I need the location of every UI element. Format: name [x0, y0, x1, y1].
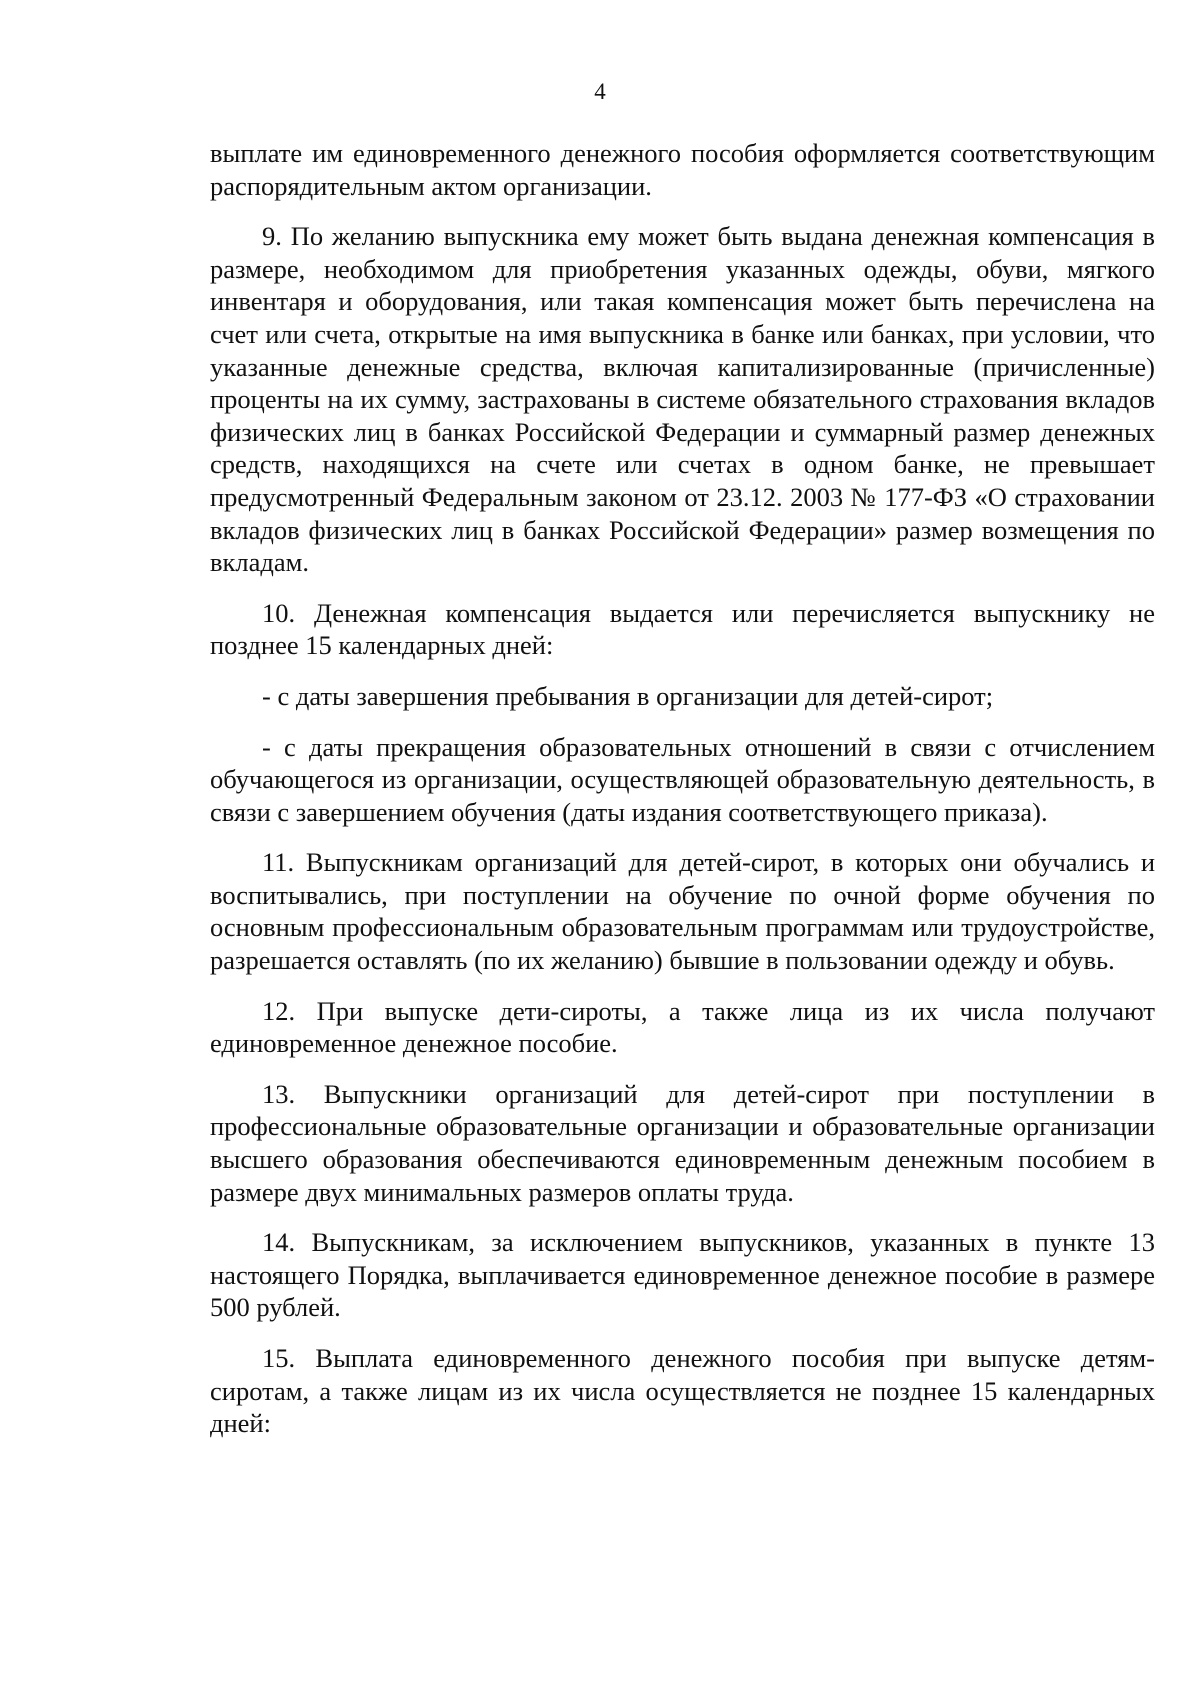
paragraph-item-13: 13. Выпускники организаций для детей-сирот при поступлении в профессиональные образовательные организации и образовательные организации высшего образования обеспечиваются единовременным денежным пособием в размере двух минимальных размеров оплаты труда. [210, 1078, 1155, 1207]
paragraph-item-11: 11. Выпускникам организаций для детей-сирот, в которых они обучались и воспитывались, при поступлении на обучение по очной форме обучения по основным профессиональным образовательным программам или трудоустройстве, разрешается оставлять (по их желанию) бывшие в пользовании одежду и обувь. [210, 847, 1155, 976]
paragraph-item-9: 9. По желанию выпускника ему может быть выдана денежная компенсация в размере, необходимом для приобретения указанных одежды, обуви, мягкого инвентаря и оборудования, или такая компенсация может быть перечислена на счет или счета, открытые на имя выпускника в банке или банках, при условии, что указанные денежные средства, включая капитализированные (причисленные) проценты на их сумму, застрахованы в системе обязательного страхования вкладов физических лиц в банках Российской Федерации и суммарный размер денежных средств, находящихся на счете или счетах в одном банке, не превышает предусмотренный Федеральным законом от 23.12. 2003 № 177-ФЗ «О страховании вкладов физических лиц в банках Российской Федерации» размер возмещения по вкладам. [210, 221, 1155, 578]
paragraph-item-14: 14. Выпускникам, за исключением выпускников, указанных в пункте 13 настоящего Порядка, выплачивается единовременное денежное пособие в размере 500 рублей. [210, 1227, 1155, 1323]
paragraph-item-12: 12. При выпуске дети-сироты, а также лица из их числа получают единовременное денежное пособие. [210, 995, 1155, 1059]
paragraph-item-10: 10. Денежная компенсация выдается или перечисляется выпускнику не позднее 15 календарных дней: [210, 597, 1155, 661]
paragraph-continuation: выплате им единовременного денежного пособия оформляется соответствующим распорядительным актом организации. [210, 138, 1155, 201]
paragraph-bullet-1: - с даты завершения пребывания в организации для детей-сирот; [262, 680, 994, 711]
paragraph-item-15: 15. Выплата единовременного денежного пособия при выпуске детям-сиротам, а также лицам из их числа осуществляется не позднее 15 календарных дней: [210, 1343, 1155, 1439]
page-number: 4 [594, 79, 606, 104]
paragraph-bullet-2: - с даты прекращения образовательных отношений в связи с отчислением обучающегося из организации, осуществляющей образовательную деятельность, в связи с завершением обучения (даты издания соответствующего приказа). [210, 731, 1155, 827]
document-body [210, 137, 1155, 1440]
